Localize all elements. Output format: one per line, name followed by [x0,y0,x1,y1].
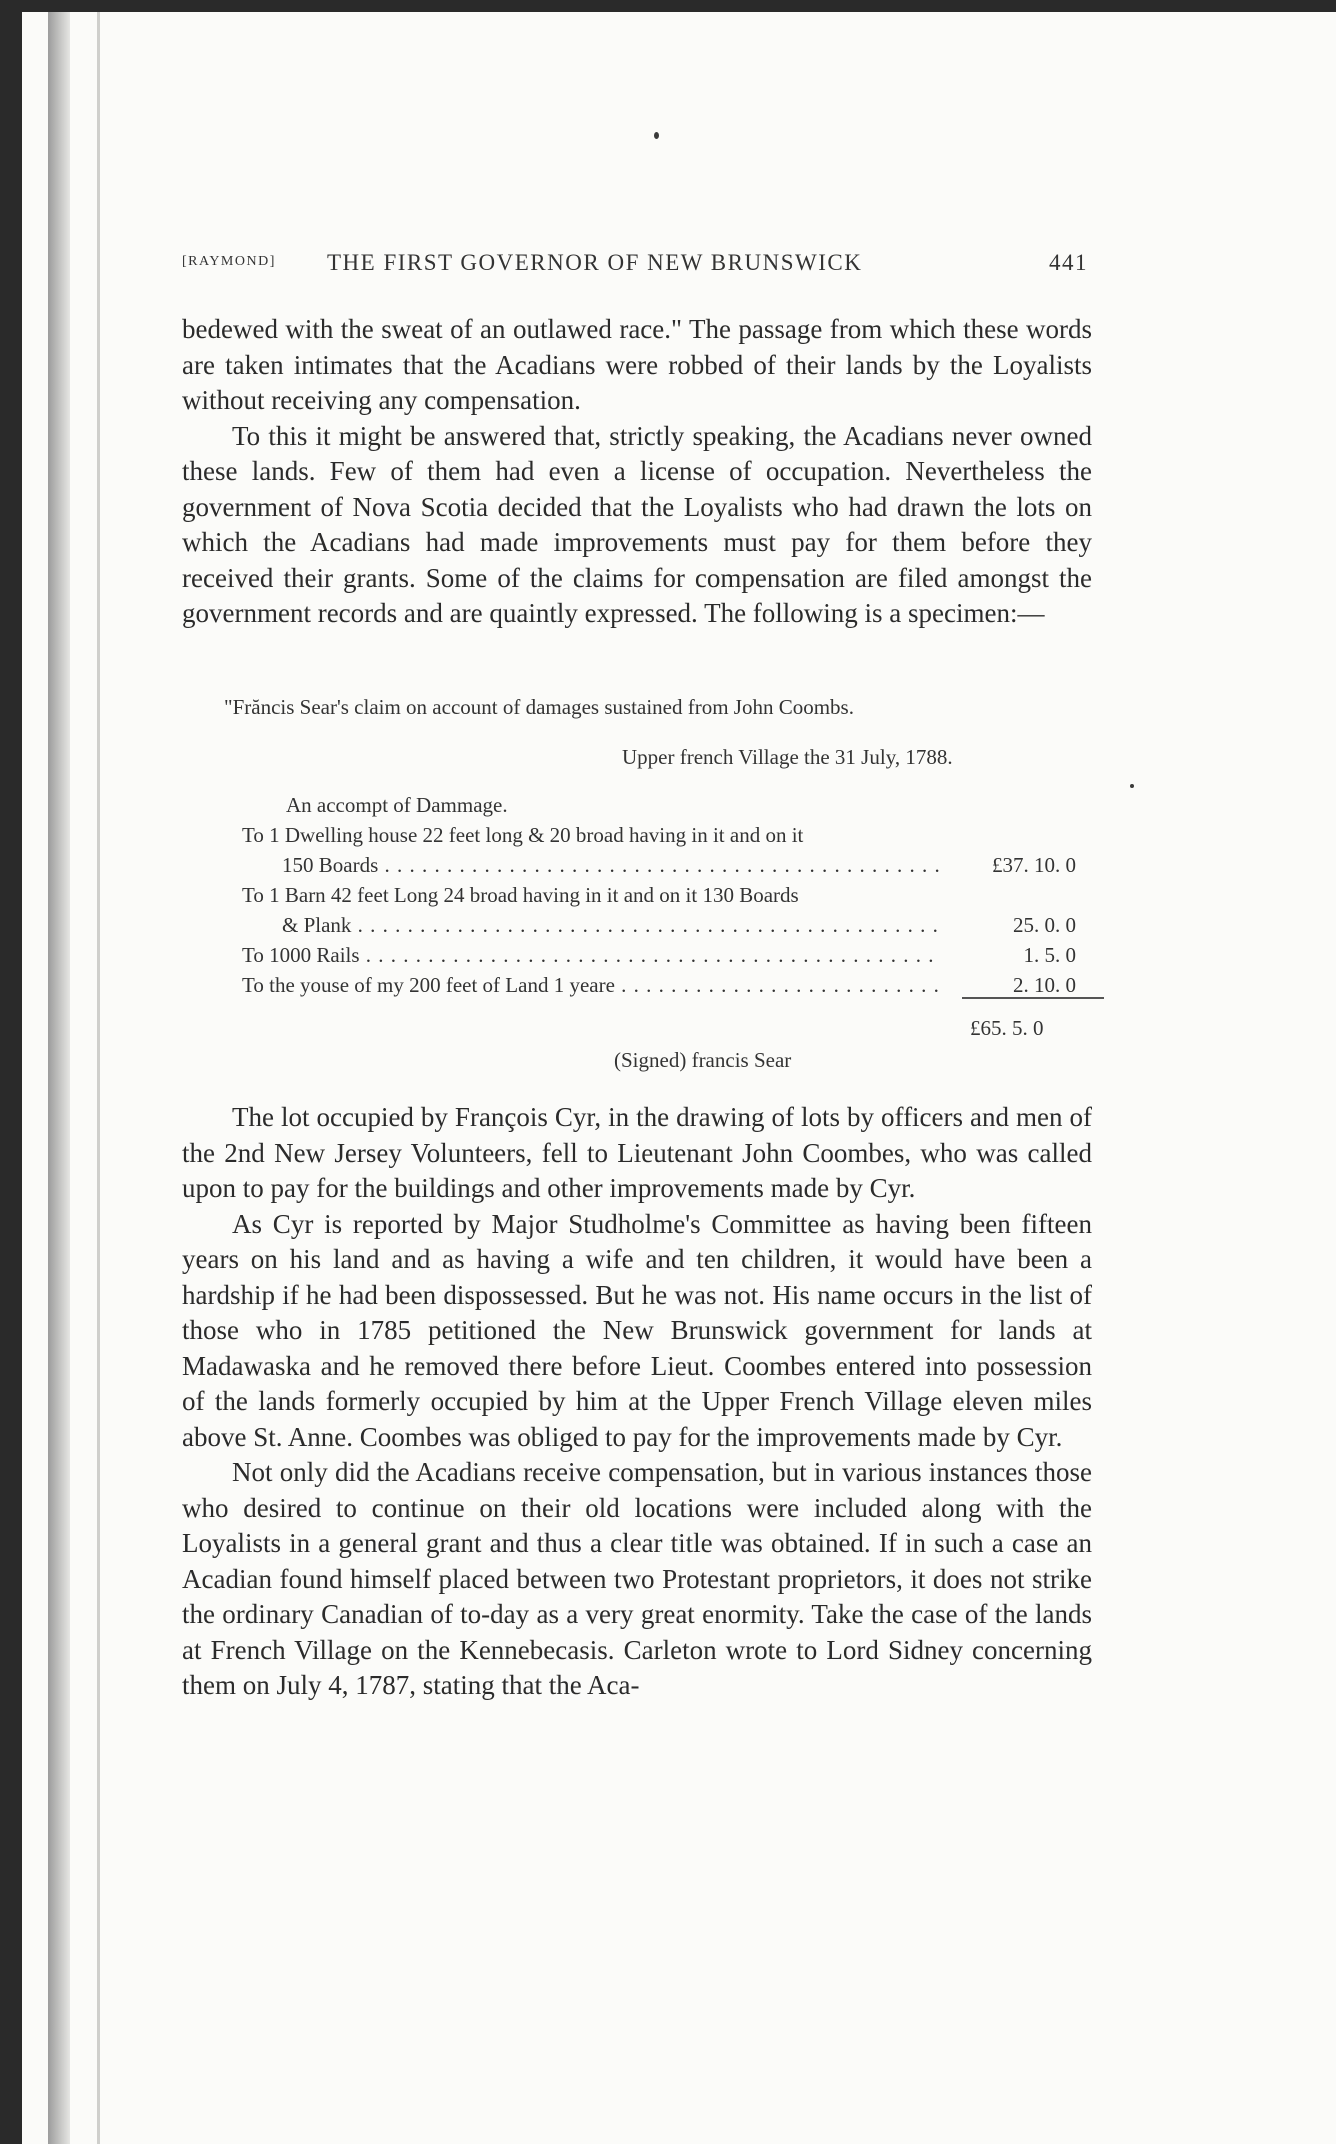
account-title-row [242,790,1102,820]
account-item-amount: £37. 10. 0 [984,850,1076,880]
claim-place-date: Upper french Village the 31 July, 1788. [622,745,953,769]
page-gutter-shadow [48,12,70,2144]
account-item [242,970,1102,1000]
ink-speck [1130,784,1134,788]
account-item [242,820,1102,850]
body-text-bottom [182,1100,1092,1704]
account-item-continued [242,850,1102,880]
account-title: An accompt of Dammage. [286,793,508,817]
page-gutter-line [97,12,100,2144]
book-page [22,12,1336,2144]
account-item-continued [242,910,1102,940]
account-item-text: To 1000 Rails . . . [242,940,942,970]
paragraph: bedewed with the sweat of an outlawed race." The passage from which these words are taken intimates that the Acadians were robbed of their lands by the Loyalists without receiving any compensation. [182,314,1092,415]
claim-heading: "Frăncis Sear's claim on account of damages sustained from John Coombs. [224,695,854,719]
account-item-amount: 25. 0. 0 [1005,910,1076,940]
claim-signature: (Signed) francis Sear [614,1048,792,1072]
paragraph: Not only did the Acadians receive compensation, but in various instances those who desired to continue on their old locations were included along with the Loyalists in a general grant and thus a clear title was obtained. If in such a case an Acadian found himself placed between two Protestant proprietors, it does not strike the ordinary Canadian of to-day as a very great enormity. Take the case of the lands at French Village on the Kennebecasis. Carleton wrote to Lord Sidney concerning them on July 4, 1787, stating that the Aca- [182,1457,1092,1700]
account-item-text: To the youse of my 200 feet of Land 1 yeare . . . [242,970,942,1000]
account-item-text: To 1 Barn 42 feet Long 24 broad having in it and on it 130 Boards [242,883,799,907]
total-rule [962,997,1104,999]
account-item-text: 150 Boards . . . [282,850,942,880]
body-text-top [182,312,1092,632]
account-item-amount: 2. 10. 0 [1005,970,1076,1000]
account-item-text: & Plank . . . [282,910,942,940]
account-item [242,880,1102,910]
account-item-amount: 1. 5. 0 [1016,940,1077,970]
paragraph: The lot occupied by François Cyr, in the drawing of lots by officers and men of the 2nd New Jersey Volunteers, fell to Lieutenant John Coombes, who was called upon to pay for the buildings and other improvements made by Cyr. [182,1102,1092,1203]
ink-speck [654,132,659,139]
running-head-title: THE FIRST GOVERNOR OF NEW BRUNSWICK [327,250,863,275]
running-head-author: [RAYMOND] [182,254,276,269]
account-item-text: To 1 Dwelling house 22 feet long & 20 broad having in it and on it [242,823,804,847]
paragraph: To this it might be answered that, strictly speaking, the Acadians never owned these lands. Few of them had even a license of occupation. Nevertheless the government of Nova Scotia decided that the Loyalists who had drawn the lots on which the Acadians had made improvements must pay for them before they received their grants. Some of the claims for compensation are filed amongst the government records and are quaintly expressed. The following is a specimen:— [182,420,1092,628]
account-item [242,940,1102,970]
account-total: £65. 5. 0 [970,1016,1044,1040]
page-number: 441 [1049,250,1088,275]
damage-account [242,790,1102,1000]
paragraph: As Cyr is reported by Major Studholme's Committee as having been fifteen years on his land and as having a wife and ten children, it would have been a hardship if he had been dispossessed. But he was not. His name occurs in the list of those who in 1785 petitioned the New Brunswick government for lands at Madawaska and he removed there before Lieut. Coombes entered into possession of the lands formerly occupied by him at the Upper French Village eleven miles above St. Anne. Coombes was obliged to pay for the improvements made by Cyr. [182,1208,1092,1452]
